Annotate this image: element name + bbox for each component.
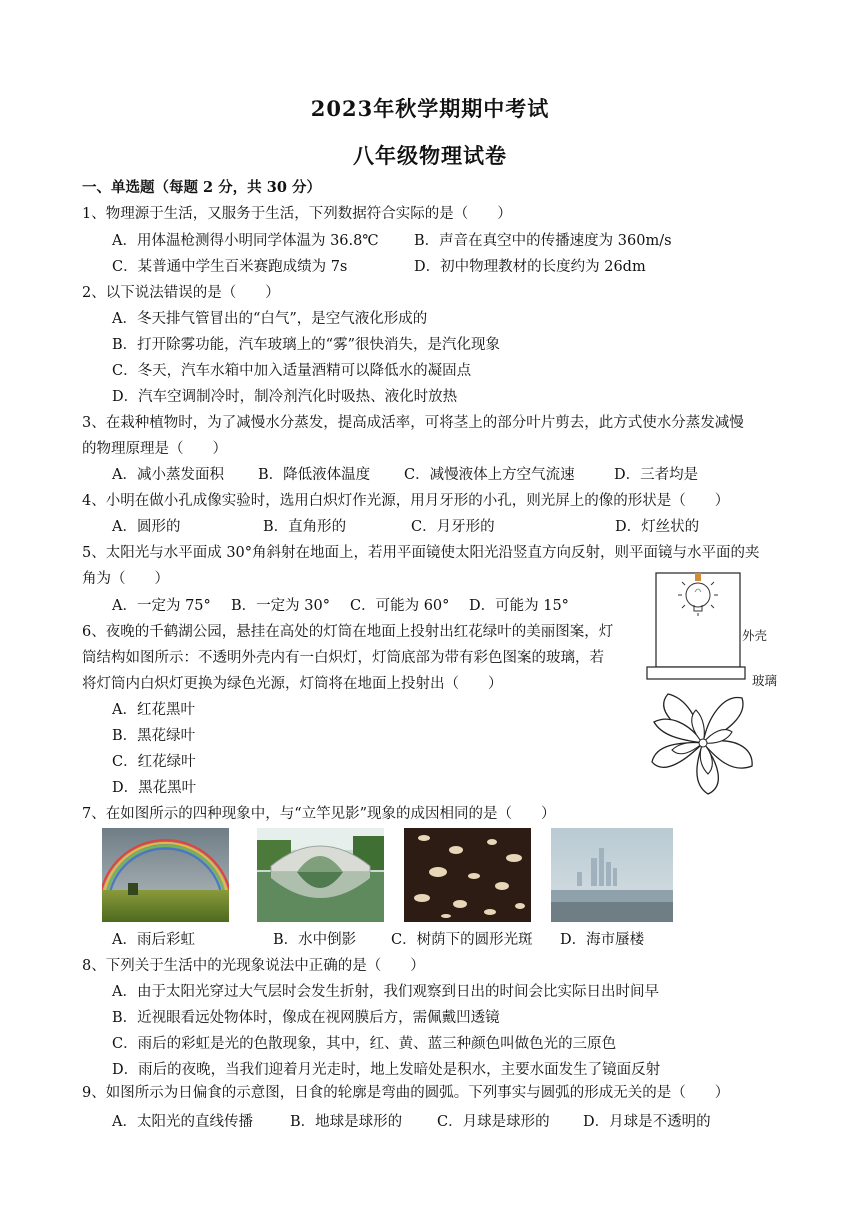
q2-option-c: C．冬天，汽车水箱中加入适量酒精可以降低水的凝固点: [112, 363, 472, 379]
q5-option-c: C．可能为 60°: [350, 598, 450, 614]
q5-option-a: A．一定为 75°: [112, 598, 211, 614]
q5-option-b: B．一定为 30°: [231, 598, 330, 614]
q4-option-b: B．直角形的: [263, 519, 347, 535]
exam-subtitle: 八年级物理试卷: [353, 143, 507, 168]
q3-option-c: C．减慢液体上方空气流速: [404, 467, 575, 483]
q2-option-d: D．汽车空调制冷时，制冷剂汽化时吸热、液化时放热: [112, 389, 458, 405]
q8-option-c: C．雨后的彩虹是光的色散现象，其中，红、黄、蓝三种颜色叫做色光的三原色: [112, 1036, 617, 1052]
exam-title: 2023年秋学期期中考试: [310, 96, 550, 121]
q5-stem-line2: 角为（ ）: [82, 571, 169, 587]
q3-option-a: A．减小蒸发面积: [112, 467, 224, 483]
q6-stem-line2: 筒结构如图所示：不透明外壳内有一白炽灯，灯筒底部为带有彩色图案的玻璃，若: [82, 650, 604, 666]
q8-option-b: B．近视眼看远处物体时，像成在视网膜后方，需佩戴凹透镜: [112, 1010, 500, 1026]
q1-option-b: B．声音在真空中的传播速度为 360m/s: [414, 233, 672, 249]
q1-option-c: C．某普通中学生百米赛跑成绩为 7s: [112, 259, 348, 275]
q7-option-b: B．水中倒影: [273, 932, 357, 948]
q4-option-d: D．灯丝状的: [615, 519, 700, 535]
q3-option-b: B．降低液体温度: [258, 467, 371, 483]
section-heading: 一、单选题（每题 2 分，共 30 分）: [82, 179, 321, 196]
tree-shade-light-spots-photo: [404, 828, 531, 922]
q7-stem: 7、在如图所示的四种现象中，与“立竿见影”现象的成因相同的是（ ）: [82, 806, 556, 822]
lamp-glass: [647, 667, 745, 679]
bridge-reflection-photo: [257, 828, 384, 922]
flower-pattern: [646, 688, 760, 798]
q8-option-d: D．雨后的夜晚，当我们迎着月光走时，地上发暗处是积水，主要水面发生了镜面反射: [112, 1062, 661, 1078]
q9-option-c: C．月球是球形的: [437, 1114, 550, 1130]
q1-option-d: D．初中物理教材的长度约为 26dm: [414, 259, 646, 275]
q6-option-a: A．红花黑叶: [112, 702, 195, 718]
q2-option-a: A．冬天排气管冒出的“白气”，是空气液化形成的: [112, 311, 428, 327]
q6-stem-line3: 将灯筒内白炽灯更换为绿色光源，灯筒将在地面上投射出（ ）: [82, 676, 503, 692]
q7-option-a: A．雨后彩虹: [112, 932, 195, 948]
q4-option-a: A．圆形的: [112, 519, 181, 535]
q9-stem: 9、如图所示为日偏食的示意图，日食的轮廓是弯曲的圆弧。下列事实与圆弧的形成无关的是（ ）: [82, 1085, 730, 1101]
q5-stem-line1: 5、太阳光与水平面成 30°角斜射在地面上，若用平面镜使太阳光沿竖直方向反射，则平面镜与水平面的夹: [82, 545, 760, 561]
mirage-photo: [551, 828, 673, 922]
q8-option-a: A．由于太阳光穿过大气层时会发生折射，我们观察到日出的时间会比实际日出时间早: [112, 984, 659, 1000]
q3-option-d: D．三者均是: [614, 467, 699, 483]
q1-stem: 1、物理源于生活，又服务于生活，下列数据符合实际的是（ ）: [82, 206, 512, 222]
q9-option-d: D．月球是不透明的: [583, 1114, 711, 1130]
q2-option-b: B．打开除雾功能，汽车玻璃上的“雾”很快消失，是汽化现象: [112, 337, 500, 353]
q6-option-d: D．黑花黑叶: [112, 780, 197, 796]
label-shell: 外壳: [742, 628, 768, 643]
label-glass: 玻璃: [752, 673, 778, 688]
q9-option-a: A．太阳光的直线传播: [112, 1114, 253, 1130]
q6-stem-line1: 6、夜晚的千鹤湖公园，悬挂在高处的灯筒在地面上投射出红花绿叶的美丽图案，灯: [82, 624, 614, 640]
q2-stem: 2、以下说法错误的是（ ）: [82, 285, 280, 301]
q8-stem: 8、下列关于生活中的光现象说法中正确的是（ ）: [82, 958, 425, 974]
q5-option-d: D．可能为 15°: [469, 598, 569, 614]
q3-stem-line2: 的物理原理是（ ）: [82, 441, 227, 457]
q6-option-b: B．黑花绿叶: [112, 728, 196, 744]
q4-stem: 4、小明在做小孔成像实验时，选用白炽灯作光源，用月牙形的小孔，则光屏上的像的形状是（ ）: [82, 493, 730, 509]
q3-stem-line1: 3、在栽种植物时，为了减慢水分蒸发，提高成活率，可将茎上的部分叶片剪去，此方式使水分蒸发减慢: [82, 415, 744, 431]
q7-option-c: C．树荫下的圆形光斑: [391, 932, 533, 948]
q9-option-b: B．地球是球形的: [290, 1114, 403, 1130]
q6-option-c: C．红花绿叶: [112, 754, 196, 770]
rainbow-photo: [102, 828, 229, 922]
q4-option-c: C．月牙形的: [411, 519, 495, 535]
q1-option-a: A．用体温枪测得小明同学体温为 36.8℃: [112, 233, 379, 249]
q7-option-d: D．海市蜃楼: [560, 932, 645, 948]
